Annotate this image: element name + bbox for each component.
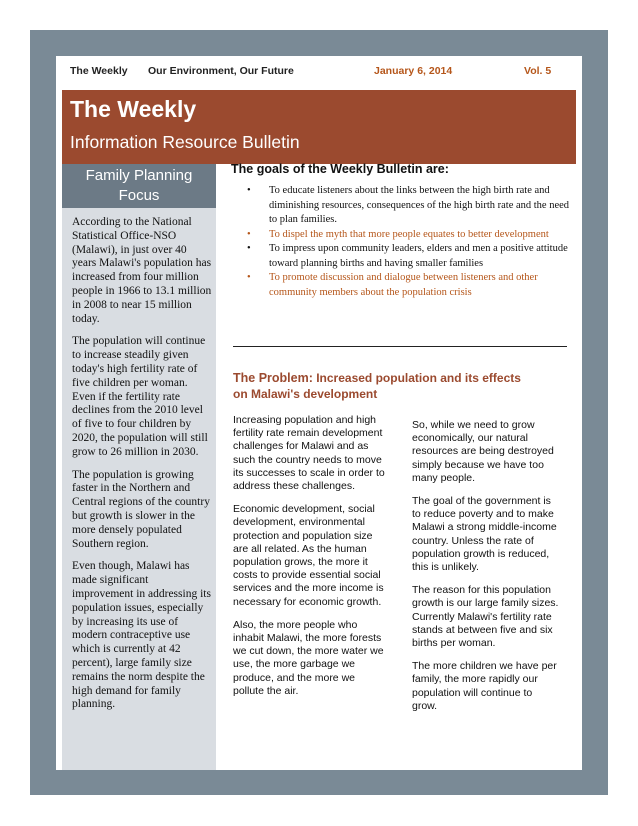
article-paragraph: The goal of the government is to reduce poverty and to make Malawi a strong middle-income country. Unless the rate of population growth is reduced, this is unlikely. bbox=[412, 495, 557, 574]
goal-text: To promote discussion and dialogue between listeners and other community members about the population crisis bbox=[269, 272, 538, 298]
goal-item bbox=[247, 228, 571, 243]
sidebar-heading-line1: Family Planning bbox=[85, 167, 193, 184]
goal-item bbox=[247, 184, 571, 228]
sidebar-paragraph: According to the National Statistical Office-NSO (Malawi), in just over 40 years Malawi's population has increased from four million people in 1966 to 13.1 million in 2008 to near 15 million today. bbox=[72, 216, 212, 325]
title-banner bbox=[62, 90, 576, 164]
article-paragraph: So, while we need to grow economically, our natural resources are being destroyed simply because we have too many people. bbox=[412, 419, 554, 484]
article-column-left bbox=[233, 414, 387, 708]
problem-heading bbox=[233, 370, 533, 402]
sidebar-heading bbox=[62, 164, 216, 208]
sidebar-paragraph: The population will continue to increase steadily given today's high fertility rate of five children per woman. Even if the fertility rate declines from the 2010 level of five to four children by 2020, the population will still grow to 26 million in 2030. bbox=[72, 335, 208, 458]
article-column-right bbox=[412, 419, 560, 723]
header-date: January 6, 2014 bbox=[374, 65, 453, 77]
bullet-icon: • bbox=[247, 185, 251, 196]
goal-text: To educate listeners about the links between the high birth rate and diminishing resources, consequences of the high birth rate and the need to plan families. bbox=[269, 185, 570, 225]
bullet-icon: • bbox=[247, 243, 251, 254]
goals-list bbox=[231, 184, 571, 300]
article-paragraph: Also, the more people who inhabit Malawi, the more forests we cut down, the more water we use, the more garbage we produce, and the more we pollute the air. bbox=[233, 618, 384, 697]
goals-heading: The goals of the Weekly Bulletin are: bbox=[231, 162, 449, 176]
goal-item bbox=[247, 242, 571, 271]
banner-title: The Weekly bbox=[70, 96, 197, 122]
problem-label: The Problem: bbox=[233, 371, 313, 385]
top-header bbox=[56, 56, 582, 86]
banner-subtitle: Information Resource Bulletin bbox=[70, 132, 300, 152]
goal-text: To impress upon community leaders, elders and men a positive attitude toward planning births and having smaller families bbox=[269, 243, 568, 269]
sidebar-paragraph: The population is growing faster in the Northern and Central regions of the country but growth is slower in the more densely populated Southern region. bbox=[72, 468, 210, 550]
sidebar bbox=[62, 164, 216, 770]
bullet-icon: • bbox=[247, 228, 251, 240]
goals-section bbox=[231, 162, 571, 300]
problem-title: Increased population and its effects on Malawi's development bbox=[233, 371, 521, 401]
section-divider bbox=[233, 346, 567, 347]
header-volume: Vol. 5 bbox=[524, 65, 552, 77]
article-paragraph: Increasing population and high fertility rate remain development challenges for Malawi and as such the country needs to move its successes to scale in order to address these challenges. bbox=[233, 414, 385, 493]
bullet-icon: • bbox=[247, 272, 251, 283]
goal-item bbox=[247, 271, 571, 300]
sidebar-paragraph: Even though, Malawi has made significant improvement in addressing its population issues, especially by increasing its use of modern contraceptive use which is currently at 42 percent), large family size remains the norm despite the high demand for family planning. bbox=[72, 560, 211, 711]
header-tagline: Our Environment, Our Future bbox=[148, 65, 294, 77]
goal-text: To dispel the myth that more people equates to better development bbox=[269, 228, 549, 240]
sidebar-body bbox=[72, 216, 212, 721]
article-paragraph: The reason for this population growth is our large family sizes. Currently Malawi's fertility rate stands at between five and six births per woman. bbox=[412, 584, 559, 650]
newsletter-page bbox=[56, 56, 582, 770]
header-weekly: The Weekly bbox=[70, 65, 128, 77]
sidebar-heading-line2: Focus bbox=[118, 187, 160, 204]
article-paragraph: Economic development, social development, environmental protection and population size are all related. As the human population grows, the more it costs to provide essential social services and the more income is necessary for economic growth. bbox=[233, 503, 384, 608]
article-paragraph: The more children we have per family, the more rapidly our population will continue to grow. bbox=[412, 660, 557, 712]
